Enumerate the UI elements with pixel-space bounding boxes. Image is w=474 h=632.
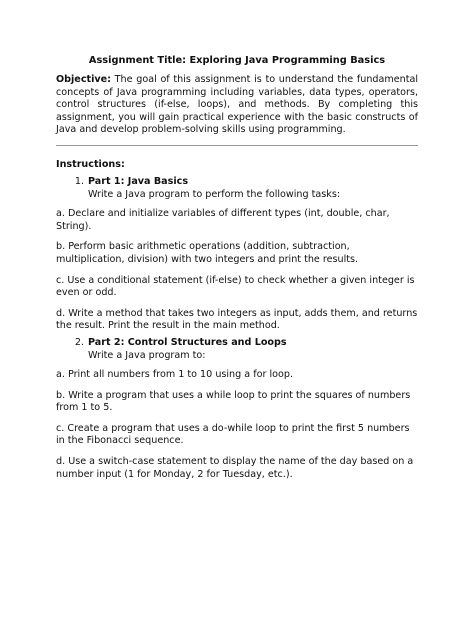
- part-2-task-b: b. Write a program that uses a while loop to print the squares of numbers from 1 to 5.: [56, 389, 411, 414]
- part-1-task-d: d. Write a method that takes two integers as input, adds them, and returns the result. Print the result in the main method.: [56, 307, 418, 332]
- part-2-task-c: c. Create a program that uses a do-while loop to print the first 5 numbers in the Fibonacci sequence.: [56, 422, 410, 447]
- objective-paragraph: [56, 74, 418, 137]
- part-1-description: Write a Java program to perform the following tasks:: [88, 188, 341, 200]
- part-2-title: Part 2: Control Structures and Loops: [88, 336, 287, 348]
- objective-text: The goal of this assignment is to understand the fundamental concepts of Java programming including variables, data types, operators, control structures (if-else, loops), and methods. By completing this assignment, you will gain practical experience with the basic constructs of Java and develop problem-solving skills using programming.: [56, 74, 418, 136]
- part-2-task-d: d. Use a switch-case statement to display the name of the day based on a number input (1 for Monday, 2 for Tuesday, etc.).: [56, 456, 414, 480]
- part-1-task-b: b. Perform basic arithmetic operations (addition, subtraction, multiplication, division) with two integers and print the results.: [56, 241, 359, 265]
- part-2-number: 2.: [74, 336, 84, 348]
- part-2: [56, 337, 418, 362]
- section-divider: [56, 145, 418, 146]
- part-1: [56, 176, 418, 201]
- part-1-number: 1.: [74, 175, 84, 187]
- assignment-title: Assignment Title: Exploring Java Programming Basics: [88, 55, 386, 66]
- document-page: [56, 54, 418, 481]
- instructions-heading: Instructions:: [56, 158, 125, 170]
- part-2-description: Write a Java program to:: [88, 349, 206, 361]
- part-2-task-a: a. Print all numbers from 1 to 10 using a for loop.: [56, 369, 293, 381]
- part-1-title: Part 1: Java Basics: [88, 175, 189, 187]
- part-1-task-a: a. Declare and initialize variables of different types (int, double, char, String).: [56, 208, 390, 232]
- part-1-task-c: c. Use a conditional statement (if-else) to check whether a given integer is even or odd.: [56, 274, 415, 299]
- objective-label: Objective:: [56, 74, 111, 85]
